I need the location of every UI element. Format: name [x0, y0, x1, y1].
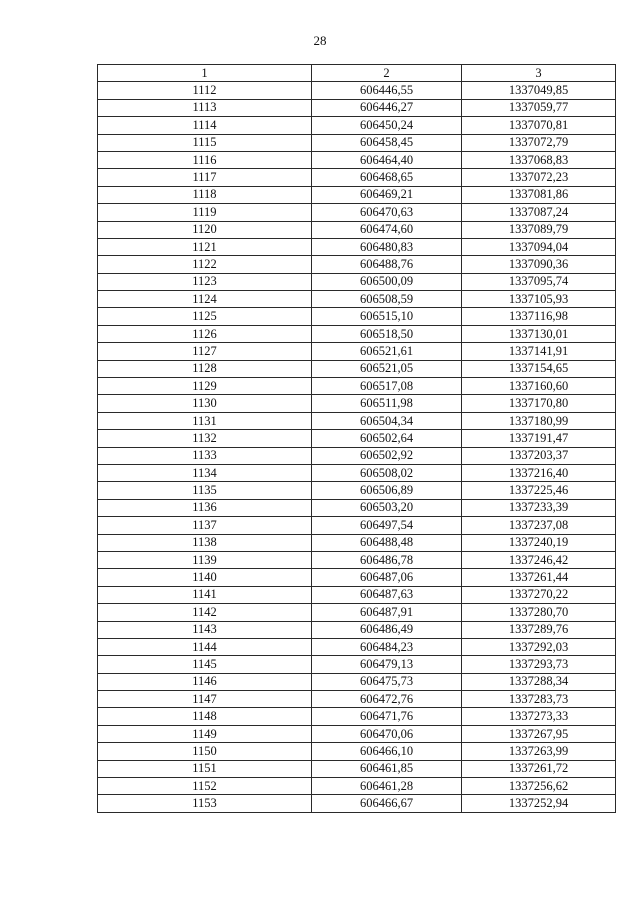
- point-number-cell: 1129: [98, 378, 312, 395]
- x-coordinate-cell: 606521,05: [312, 360, 462, 377]
- table-row: [98, 291, 616, 308]
- x-coordinate-cell: 606446,27: [312, 99, 462, 116]
- y-coordinate-cell: 1337240,19: [462, 534, 616, 551]
- point-number-cell: 1118: [98, 186, 312, 203]
- y-coordinate-cell: 1337170,80: [462, 395, 616, 412]
- y-coordinate-cell: 1337049,85: [462, 82, 616, 99]
- y-coordinate-cell: 1337191,47: [462, 430, 616, 447]
- y-coordinate-cell: 1337090,36: [462, 256, 616, 273]
- y-coordinate-cell: 1337072,23: [462, 169, 616, 186]
- y-coordinate-cell: 1337292,03: [462, 638, 616, 655]
- point-number-cell: 1126: [98, 325, 312, 342]
- point-number-cell: 1150: [98, 743, 312, 760]
- x-coordinate-cell: 606518,50: [312, 325, 462, 342]
- table-row: [98, 534, 616, 551]
- x-coordinate-cell: 606470,06: [312, 725, 462, 742]
- x-coordinate-cell: 606508,02: [312, 464, 462, 481]
- point-number-cell: 1143: [98, 621, 312, 638]
- y-coordinate-cell: 1337263,99: [462, 743, 616, 760]
- table-row: [98, 795, 616, 812]
- y-coordinate-cell: 1337261,44: [462, 569, 616, 586]
- x-coordinate-cell: 606466,67: [312, 795, 462, 812]
- x-coordinate-cell: 606470,63: [312, 204, 462, 221]
- y-coordinate-cell: 1337256,62: [462, 778, 616, 795]
- x-coordinate-cell: 606500,09: [312, 273, 462, 290]
- x-coordinate-cell: 606487,06: [312, 569, 462, 586]
- point-number-cell: 1147: [98, 691, 312, 708]
- point-number-cell: 1144: [98, 638, 312, 655]
- table-row: [98, 256, 616, 273]
- x-coordinate-cell: 606474,60: [312, 221, 462, 238]
- table-row: [98, 604, 616, 621]
- x-coordinate-cell: 606464,40: [312, 151, 462, 168]
- table-row: [98, 395, 616, 412]
- y-coordinate-cell: 1337072,79: [462, 134, 616, 151]
- x-coordinate-cell: 606466,10: [312, 743, 462, 760]
- x-coordinate-cell: 606506,89: [312, 482, 462, 499]
- x-coordinate-cell: 606515,10: [312, 308, 462, 325]
- x-coordinate-cell: 606486,49: [312, 621, 462, 638]
- y-coordinate-cell: 1337089,79: [462, 221, 616, 238]
- table-row: [98, 778, 616, 795]
- table-row: [98, 586, 616, 603]
- y-coordinate-cell: 1337216,40: [462, 464, 616, 481]
- x-coordinate-cell: 606461,28: [312, 778, 462, 795]
- point-number-cell: 1114: [98, 117, 312, 134]
- table-row: [98, 169, 616, 186]
- table-row: [98, 638, 616, 655]
- point-number-cell: 1117: [98, 169, 312, 186]
- column-header-2: 2: [312, 65, 462, 82]
- x-coordinate-cell: 606450,24: [312, 117, 462, 134]
- y-coordinate-cell: 1337267,95: [462, 725, 616, 742]
- table-row: [98, 551, 616, 568]
- point-number-cell: 1116: [98, 151, 312, 168]
- point-number-cell: 1151: [98, 760, 312, 777]
- table-row: [98, 430, 616, 447]
- point-number-cell: 1142: [98, 604, 312, 621]
- x-coordinate-cell: 606469,21: [312, 186, 462, 203]
- table-row: [98, 134, 616, 151]
- x-coordinate-cell: 606475,73: [312, 673, 462, 690]
- point-number-cell: 1123: [98, 273, 312, 290]
- table-row: [98, 360, 616, 377]
- table-row: [98, 517, 616, 534]
- x-coordinate-cell: 606480,83: [312, 238, 462, 255]
- table-row: [98, 221, 616, 238]
- y-coordinate-cell: 1337293,73: [462, 656, 616, 673]
- y-coordinate-cell: 1337068,83: [462, 151, 616, 168]
- point-number-cell: 1148: [98, 708, 312, 725]
- page-number: 28: [313, 33, 327, 48]
- y-coordinate-cell: 1337273,33: [462, 708, 616, 725]
- y-coordinate-cell: 1337141,91: [462, 343, 616, 360]
- table-row: [98, 204, 616, 221]
- x-coordinate-cell: 606517,08: [312, 378, 462, 395]
- y-coordinate-cell: 1337095,74: [462, 273, 616, 290]
- table-row: [98, 743, 616, 760]
- y-coordinate-cell: 1337160,60: [462, 378, 616, 395]
- point-number-cell: 1131: [98, 412, 312, 429]
- point-number-cell: 1113: [98, 99, 312, 116]
- table-row: [98, 99, 616, 116]
- y-coordinate-cell: 1337081,86: [462, 186, 616, 203]
- y-coordinate-cell: 1337225,46: [462, 482, 616, 499]
- point-number-cell: 1121: [98, 238, 312, 255]
- table-row: [98, 708, 616, 725]
- y-coordinate-cell: 1337094,04: [462, 238, 616, 255]
- point-number-cell: 1138: [98, 534, 312, 551]
- table-row: [98, 569, 616, 586]
- table-row: [98, 673, 616, 690]
- y-coordinate-cell: 1337180,99: [462, 412, 616, 429]
- y-coordinate-cell: 1337105,93: [462, 291, 616, 308]
- point-number-cell: 1132: [98, 430, 312, 447]
- x-coordinate-cell: 606461,85: [312, 760, 462, 777]
- x-coordinate-cell: 606504,34: [312, 412, 462, 429]
- table-row: [98, 378, 616, 395]
- coordinates-table: [97, 64, 616, 813]
- table-row: [98, 273, 616, 290]
- y-coordinate-cell: 1337233,39: [462, 499, 616, 516]
- y-coordinate-cell: 1337087,24: [462, 204, 616, 221]
- table-row: [98, 656, 616, 673]
- point-number-cell: 1128: [98, 360, 312, 377]
- point-number-cell: 1137: [98, 517, 312, 534]
- x-coordinate-cell: 606488,48: [312, 534, 462, 551]
- point-number-cell: 1149: [98, 725, 312, 742]
- point-number-cell: 1152: [98, 778, 312, 795]
- table-row: [98, 464, 616, 481]
- column-header-3: 3: [462, 65, 616, 82]
- x-coordinate-cell: 606446,55: [312, 82, 462, 99]
- x-coordinate-cell: 606497,54: [312, 517, 462, 534]
- x-coordinate-cell: 606508,59: [312, 291, 462, 308]
- table-row: [98, 325, 616, 342]
- x-coordinate-cell: 606502,64: [312, 430, 462, 447]
- table-header: [98, 65, 616, 82]
- y-coordinate-cell: 1337288,34: [462, 673, 616, 690]
- x-coordinate-cell: 606511,98: [312, 395, 462, 412]
- y-coordinate-cell: 1337130,01: [462, 325, 616, 342]
- point-number-cell: 1139: [98, 551, 312, 568]
- point-number-cell: 1115: [98, 134, 312, 151]
- header-row: [98, 65, 616, 82]
- y-coordinate-cell: 1337237,08: [462, 517, 616, 534]
- y-coordinate-cell: 1337270,22: [462, 586, 616, 603]
- table-row: [98, 691, 616, 708]
- x-coordinate-cell: 606487,91: [312, 604, 462, 621]
- table-row: [98, 151, 616, 168]
- x-coordinate-cell: 606479,13: [312, 656, 462, 673]
- y-coordinate-cell: 1337070,81: [462, 117, 616, 134]
- point-number-cell: 1127: [98, 343, 312, 360]
- point-number-cell: 1124: [98, 291, 312, 308]
- point-number-cell: 1130: [98, 395, 312, 412]
- y-coordinate-cell: 1337280,70: [462, 604, 616, 621]
- x-coordinate-cell: 606458,45: [312, 134, 462, 151]
- table-row: [98, 412, 616, 429]
- x-coordinate-cell: 606486,78: [312, 551, 462, 568]
- x-coordinate-cell: 606468,65: [312, 169, 462, 186]
- table-row: [98, 82, 616, 99]
- y-coordinate-cell: 1337203,37: [462, 447, 616, 464]
- x-coordinate-cell: 606484,23: [312, 638, 462, 655]
- y-coordinate-cell: 1337252,94: [462, 795, 616, 812]
- table-body: [98, 82, 616, 812]
- point-number-cell: 1146: [98, 673, 312, 690]
- point-number-cell: 1119: [98, 204, 312, 221]
- point-number-cell: 1136: [98, 499, 312, 516]
- x-coordinate-cell: 606502,92: [312, 447, 462, 464]
- table-row: [98, 447, 616, 464]
- point-number-cell: 1134: [98, 464, 312, 481]
- table-row: [98, 621, 616, 638]
- table-row: [98, 308, 616, 325]
- point-number-cell: 1120: [98, 221, 312, 238]
- column-header-1: 1: [98, 65, 312, 82]
- point-number-cell: 1122: [98, 256, 312, 273]
- y-coordinate-cell: 1337154,65: [462, 360, 616, 377]
- point-number-cell: 1125: [98, 308, 312, 325]
- point-number-cell: 1135: [98, 482, 312, 499]
- y-coordinate-cell: 1337246,42: [462, 551, 616, 568]
- table-row: [98, 499, 616, 516]
- point-number-cell: 1112: [98, 82, 312, 99]
- x-coordinate-cell: 606503,20: [312, 499, 462, 516]
- table-row: [98, 725, 616, 742]
- table-row: [98, 238, 616, 255]
- y-coordinate-cell: 1337059,77: [462, 99, 616, 116]
- y-coordinate-cell: 1337283,73: [462, 691, 616, 708]
- point-number-cell: 1140: [98, 569, 312, 586]
- y-coordinate-cell: 1337116,98: [462, 308, 616, 325]
- table-row: [98, 482, 616, 499]
- x-coordinate-cell: 606471,76: [312, 708, 462, 725]
- point-number-cell: 1145: [98, 656, 312, 673]
- table-row: [98, 760, 616, 777]
- table-row: [98, 186, 616, 203]
- x-coordinate-cell: 606487,63: [312, 586, 462, 603]
- x-coordinate-cell: 606521,61: [312, 343, 462, 360]
- point-number-cell: 1141: [98, 586, 312, 603]
- y-coordinate-cell: 1337261,72: [462, 760, 616, 777]
- y-coordinate-cell: 1337289,76: [462, 621, 616, 638]
- point-number-cell: 1153: [98, 795, 312, 812]
- table-row: [98, 343, 616, 360]
- x-coordinate-cell: 606472,76: [312, 691, 462, 708]
- x-coordinate-cell: 606488,76: [312, 256, 462, 273]
- table-row: [98, 117, 616, 134]
- point-number-cell: 1133: [98, 447, 312, 464]
